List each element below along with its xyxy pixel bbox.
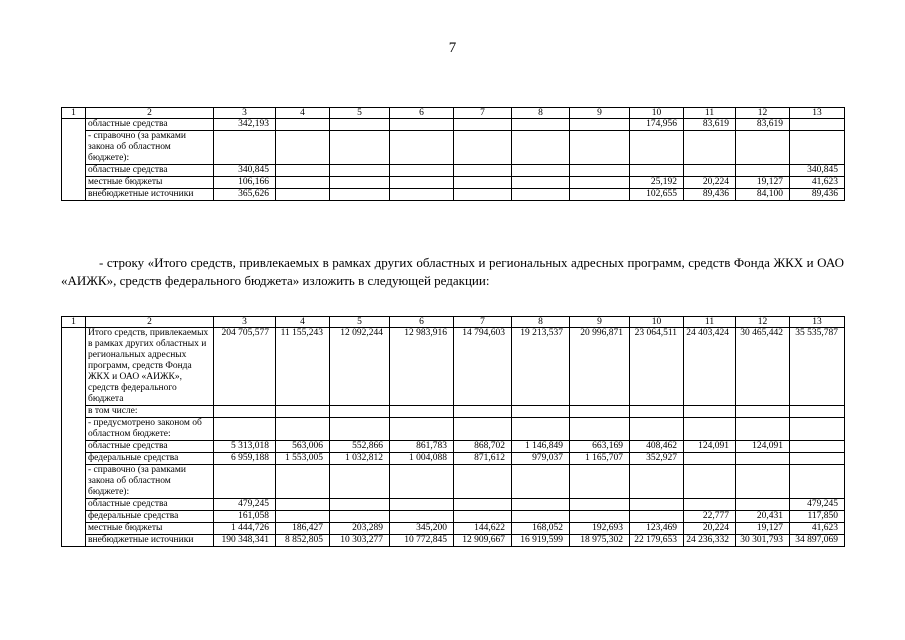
table-row [62, 535, 845, 547]
column-header: 5 [330, 317, 390, 328]
value-cell [454, 189, 512, 201]
table-row [62, 418, 845, 441]
value-cell: 41,623 [790, 177, 845, 189]
value-cell [790, 465, 845, 499]
value-cell: 89,436 [790, 189, 845, 201]
value-cell: 83,619 [736, 119, 790, 131]
value-cell [512, 131, 570, 165]
row-number-cell [62, 523, 86, 535]
value-cell: 345,200 [390, 523, 454, 535]
value-cell: 868,702 [454, 441, 512, 453]
value-cell: 1 146,849 [512, 441, 570, 453]
value-cell: 479,245 [214, 499, 276, 511]
value-cell [330, 177, 390, 189]
row-label: местные бюджеты [86, 523, 214, 535]
column-header: 10 [630, 317, 684, 328]
value-cell [790, 453, 845, 465]
value-cell [630, 465, 684, 499]
row-label: федеральные средства [86, 511, 214, 523]
value-cell [684, 406, 736, 418]
value-cell [512, 418, 570, 441]
value-cell [390, 165, 454, 177]
value-cell: 10 772,845 [390, 535, 454, 547]
row-number-cell [62, 511, 86, 523]
row-label: - справочно (за рамками закона об областном бюджете): [86, 465, 214, 499]
column-header: 8 [512, 108, 570, 119]
funding-table-2 [61, 316, 845, 547]
value-cell: 342,193 [214, 119, 276, 131]
table-row [62, 406, 845, 418]
value-cell [512, 177, 570, 189]
value-cell: 84,100 [736, 189, 790, 201]
value-cell [736, 453, 790, 465]
value-cell [454, 499, 512, 511]
value-cell: 117,850 [790, 511, 845, 523]
value-cell: 365,626 [214, 189, 276, 201]
value-cell [330, 511, 390, 523]
value-cell [512, 119, 570, 131]
value-cell [390, 511, 454, 523]
value-cell: 203,289 [330, 523, 390, 535]
row-label: в том числе: [86, 406, 214, 418]
value-cell [684, 131, 736, 165]
value-cell [276, 499, 330, 511]
value-cell: 22 179,653 [630, 535, 684, 547]
value-cell [736, 499, 790, 511]
value-cell [736, 465, 790, 499]
value-cell [684, 165, 736, 177]
value-cell: 12 909,667 [454, 535, 512, 547]
value-cell [454, 165, 512, 177]
value-cell [276, 131, 330, 165]
value-cell: 20 996,871 [570, 328, 630, 406]
value-cell [684, 453, 736, 465]
value-cell: 1 165,707 [570, 453, 630, 465]
column-header: 3 [214, 317, 276, 328]
value-cell: 19,127 [736, 177, 790, 189]
column-header: 5 [330, 108, 390, 119]
column-header: 9 [570, 317, 630, 328]
value-cell [512, 165, 570, 177]
value-cell [570, 165, 630, 177]
value-cell [214, 418, 276, 441]
value-cell [736, 406, 790, 418]
value-cell: 408,462 [630, 441, 684, 453]
value-cell: 12 092,244 [330, 328, 390, 406]
table-row [62, 499, 845, 511]
row-number-cell [62, 131, 86, 165]
value-cell [630, 499, 684, 511]
value-cell: 20,431 [736, 511, 790, 523]
value-cell [630, 406, 684, 418]
value-cell: 161,058 [214, 511, 276, 523]
value-cell: 340,845 [214, 165, 276, 177]
table-row [62, 465, 845, 499]
header-row [62, 317, 845, 328]
value-cell: 10 303,277 [330, 535, 390, 547]
value-cell: 35 535,787 [790, 328, 845, 406]
value-cell [684, 418, 736, 441]
value-cell [214, 131, 276, 165]
row-label: - справочно (за рамками закона об областном бюджете): [86, 131, 214, 165]
value-cell: 168,052 [512, 523, 570, 535]
value-cell [570, 189, 630, 201]
value-cell [454, 177, 512, 189]
value-cell [390, 119, 454, 131]
table-row [62, 511, 845, 523]
value-cell: 19,127 [736, 523, 790, 535]
value-cell: 89,436 [684, 189, 736, 201]
value-cell: 20,224 [684, 523, 736, 535]
row-label: федеральные средства [86, 453, 214, 465]
row-label: областные средства [86, 119, 214, 131]
value-cell: 1 553,005 [276, 453, 330, 465]
value-cell [790, 119, 845, 131]
value-cell [276, 177, 330, 189]
value-cell [512, 406, 570, 418]
value-cell [630, 418, 684, 441]
row-number-cell [62, 441, 86, 453]
row-number-cell [62, 453, 86, 465]
row-number-cell [62, 499, 86, 511]
column-header: 12 [736, 317, 790, 328]
value-cell: 144,622 [454, 523, 512, 535]
value-cell [790, 131, 845, 165]
value-cell: 5 313,018 [214, 441, 276, 453]
column-header: 11 [684, 108, 736, 119]
value-cell [570, 465, 630, 499]
value-cell [630, 165, 684, 177]
column-header: 7 [454, 108, 512, 119]
value-cell: 24 403,424 [684, 328, 736, 406]
value-cell: 1 032,812 [330, 453, 390, 465]
column-header: 12 [736, 108, 790, 119]
value-cell [276, 119, 330, 131]
value-cell [330, 131, 390, 165]
value-cell [454, 511, 512, 523]
value-cell [684, 499, 736, 511]
value-cell [390, 406, 454, 418]
row-number-cell [62, 177, 86, 189]
table-row [62, 189, 845, 201]
value-cell [276, 165, 330, 177]
value-cell [330, 465, 390, 499]
row-number-cell [62, 119, 86, 131]
value-cell [570, 119, 630, 131]
header-row [62, 108, 845, 119]
value-cell [570, 511, 630, 523]
value-cell [790, 418, 845, 441]
value-cell [790, 406, 845, 418]
column-header: 2 [86, 317, 214, 328]
value-cell: 102,655 [630, 189, 684, 201]
value-cell [390, 418, 454, 441]
value-cell: 41,623 [790, 523, 845, 535]
value-cell [390, 131, 454, 165]
table-row [62, 441, 845, 453]
value-cell [330, 499, 390, 511]
column-header: 8 [512, 317, 570, 328]
value-cell [736, 131, 790, 165]
column-header: 1 [62, 317, 86, 328]
column-header: 7 [454, 317, 512, 328]
value-cell: 174,956 [630, 119, 684, 131]
value-cell [390, 177, 454, 189]
value-cell: 861,783 [390, 441, 454, 453]
value-cell: 340,845 [790, 165, 845, 177]
table-row [62, 328, 845, 406]
table-row [62, 177, 845, 189]
value-cell [390, 189, 454, 201]
column-header: 3 [214, 108, 276, 119]
column-header: 9 [570, 108, 630, 119]
value-cell [512, 465, 570, 499]
value-cell [330, 406, 390, 418]
column-header: 4 [276, 317, 330, 328]
row-label: областные средства [86, 165, 214, 177]
row-label: внебюджетные источники [86, 535, 214, 547]
row-number-cell [62, 465, 86, 499]
row-number-cell [62, 535, 86, 547]
value-cell [736, 418, 790, 441]
value-cell: 30 465,442 [736, 328, 790, 406]
value-cell [454, 406, 512, 418]
value-cell: 186,427 [276, 523, 330, 535]
value-cell [214, 406, 276, 418]
value-cell: 123,469 [630, 523, 684, 535]
value-cell [276, 189, 330, 201]
column-header: 6 [390, 317, 454, 328]
value-cell: 8 852,805 [276, 535, 330, 547]
value-cell [736, 165, 790, 177]
value-cell: 22,777 [684, 511, 736, 523]
value-cell [214, 465, 276, 499]
row-label: Итого средств, привлекаемых в рамках других областных и региональных адресных программ, средств Фонда ЖКХ и ОАО «АИЖК», средств федерального бюджета [86, 328, 214, 406]
value-cell [390, 499, 454, 511]
value-cell: 30 301,793 [736, 535, 790, 547]
value-cell [512, 499, 570, 511]
value-cell: 16 919,599 [512, 535, 570, 547]
value-cell [276, 418, 330, 441]
row-label: местные бюджеты [86, 177, 214, 189]
column-header: 6 [390, 108, 454, 119]
value-cell: 20,224 [684, 177, 736, 189]
amendment-paragraph: - строку «Итого средств, привлекаемых в рамках других областных и региональных адресных программ, средств Фонда ЖКХ и ОАО «АИЖК», средств федерального бюджета» изложить в следующей редакции: [61, 255, 844, 288]
value-cell: 23 064,511 [630, 328, 684, 406]
value-cell: 19 213,537 [512, 328, 570, 406]
funding-table-1 [61, 107, 845, 201]
table-row [62, 453, 845, 465]
column-header: 4 [276, 108, 330, 119]
value-cell: 25,192 [630, 177, 684, 189]
row-label: областные средства [86, 499, 214, 511]
table-row [62, 165, 845, 177]
value-cell: 124,091 [736, 441, 790, 453]
value-cell: 24 236,332 [684, 535, 736, 547]
column-header: 13 [790, 317, 845, 328]
value-cell [570, 418, 630, 441]
table-row [62, 131, 845, 165]
row-number-cell [62, 418, 86, 441]
page-number: 7 [448, 40, 457, 56]
row-label: - предусмотрено законом об областном бюджете: [86, 418, 214, 441]
value-cell [330, 119, 390, 131]
value-cell: 479,245 [790, 499, 845, 511]
value-cell [330, 165, 390, 177]
value-cell [630, 511, 684, 523]
value-cell: 1 444,726 [214, 523, 276, 535]
value-cell: 352,927 [630, 453, 684, 465]
value-cell [454, 418, 512, 441]
value-cell: 563,006 [276, 441, 330, 453]
column-header: 11 [684, 317, 736, 328]
value-cell [276, 511, 330, 523]
row-number-cell [62, 328, 86, 406]
value-cell: 12 983,916 [390, 328, 454, 406]
value-cell: 552,866 [330, 441, 390, 453]
row-number-cell [62, 406, 86, 418]
value-cell [330, 189, 390, 201]
value-cell [570, 499, 630, 511]
value-cell: 14 794,603 [454, 328, 512, 406]
value-cell: 1 004,088 [390, 453, 454, 465]
value-cell [512, 511, 570, 523]
value-cell [512, 189, 570, 201]
value-cell [454, 465, 512, 499]
row-number-cell [62, 189, 86, 201]
value-cell: 18 975,302 [570, 535, 630, 547]
value-cell [684, 465, 736, 499]
value-cell [454, 119, 512, 131]
value-cell: 124,091 [684, 441, 736, 453]
value-cell [330, 418, 390, 441]
value-cell [454, 131, 512, 165]
value-cell: 190 348,341 [214, 535, 276, 547]
value-cell [276, 465, 330, 499]
value-cell: 204 705,577 [214, 328, 276, 406]
table-row [62, 523, 845, 535]
column-header: 13 [790, 108, 845, 119]
value-cell [630, 131, 684, 165]
value-cell [570, 177, 630, 189]
value-cell: 979,037 [512, 453, 570, 465]
value-cell [276, 406, 330, 418]
value-cell [570, 406, 630, 418]
value-cell [570, 131, 630, 165]
value-cell: 6 959,188 [214, 453, 276, 465]
row-number-cell [62, 165, 86, 177]
value-cell: 83,619 [684, 119, 736, 131]
row-label: областные средства [86, 441, 214, 453]
value-cell [790, 441, 845, 453]
column-header: 10 [630, 108, 684, 119]
value-cell [390, 465, 454, 499]
value-cell: 192,693 [570, 523, 630, 535]
value-cell: 663,169 [570, 441, 630, 453]
value-cell: 11 155,243 [276, 328, 330, 406]
row-label: внебюджетные источники [86, 189, 214, 201]
value-cell: 871,612 [454, 453, 512, 465]
column-header: 2 [86, 108, 214, 119]
column-header: 1 [62, 108, 86, 119]
value-cell: 106,166 [214, 177, 276, 189]
value-cell: 34 897,069 [790, 535, 845, 547]
table-row [62, 119, 845, 131]
